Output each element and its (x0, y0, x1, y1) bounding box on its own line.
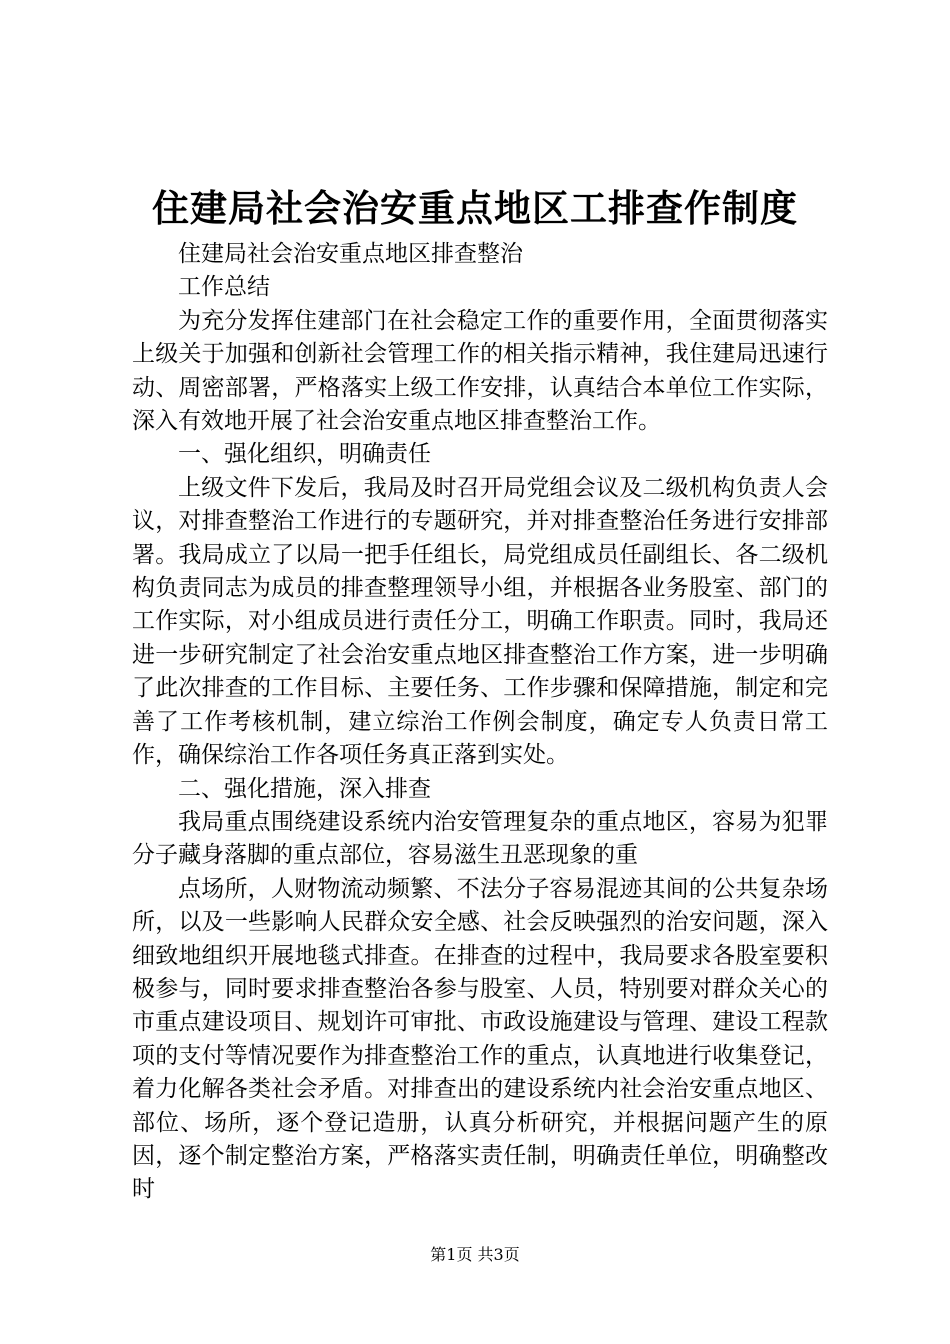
subtitle-line-1: 住建局社会治安重点地区排查整治 (178, 241, 523, 267)
document-body (132, 238, 828, 1207)
subtitle-line-2: 工作总结 (178, 274, 270, 301)
intro-paragraph: 为充分发挥住建部门在社会稳定工作的重要作用，全面贯彻落实上级关于加强和创新社会管理工作的相关指示精神，我住建局迅速行动、周密部署，严格落实上级工作安排，认真结合本单位工作实际，深入有效地开展了社会治安重点地区排查整治工作。 (132, 307, 828, 435)
document-title: 住建局社会治安重点地区工排查作制度 (152, 187, 798, 230)
section-heading-2: 二、强化措施，深入排查 (178, 775, 431, 802)
section-1-paragraph: 上级文件下发后，我局及时召开局党组会议及二级机构负责人会议，对排查整治工作进行的专题研究，并对排查整治任务进行安排部署。我局成立了以局一把手任组长，局党组成员任副组长、各二级机构负责同志为成员的排查整理领导小组，并根据各业务股室、部门的工作实际，对小组成员进行责任分工，明确工作职责。同时，我局还进一步研究制定了社会治安重点地区排查整治工作方案，进一步明确了此次排查的工作目标、主要任务、工作步骤和保障措施，制定和完善了工作考核机制，建立综治工作例会制度，确定专人负责日常工作，确保综治工作各项任务真正落到实处。 (132, 474, 828, 769)
section-heading-1: 一、强化组织，明确责任 (178, 441, 431, 468)
section-2-paragraph-1: 我局重点围绕建设系统内治安管理复杂的重点地区，容易为犯罪分子藏身落脚的重点部位，容易滋生丑恶现象的重 (132, 808, 828, 869)
section-2-paragraph-2: 点场所，人财物流动频繁、不法分子容易混迹其间的公共复杂场所，以及一些影响人民群众安全感、社会反映强烈的治安问题，深入细致地组织开展地毯式排查。在排查的过程中，我局要求各股室要积极参与，同时要求排查整治各参与股室、人员，特别要对群众关心的市重点建设项目、规划许可审批、市政设施建设与管理、建设工程款项的支付等情况要作为排查整治工作的重点，认真地进行收集登记，着力化解各类社会矛盾。对排查出的建设系统内社会治安重点地区、部位、场所，逐个登记造册，认真分析研究，并根据问题产生的原因，逐个制定整治方案，严格落实责任制，明确责任单位，明确整改时 (132, 875, 828, 1203)
page-number-footer: 第1页 共3页 (430, 1245, 520, 1264)
